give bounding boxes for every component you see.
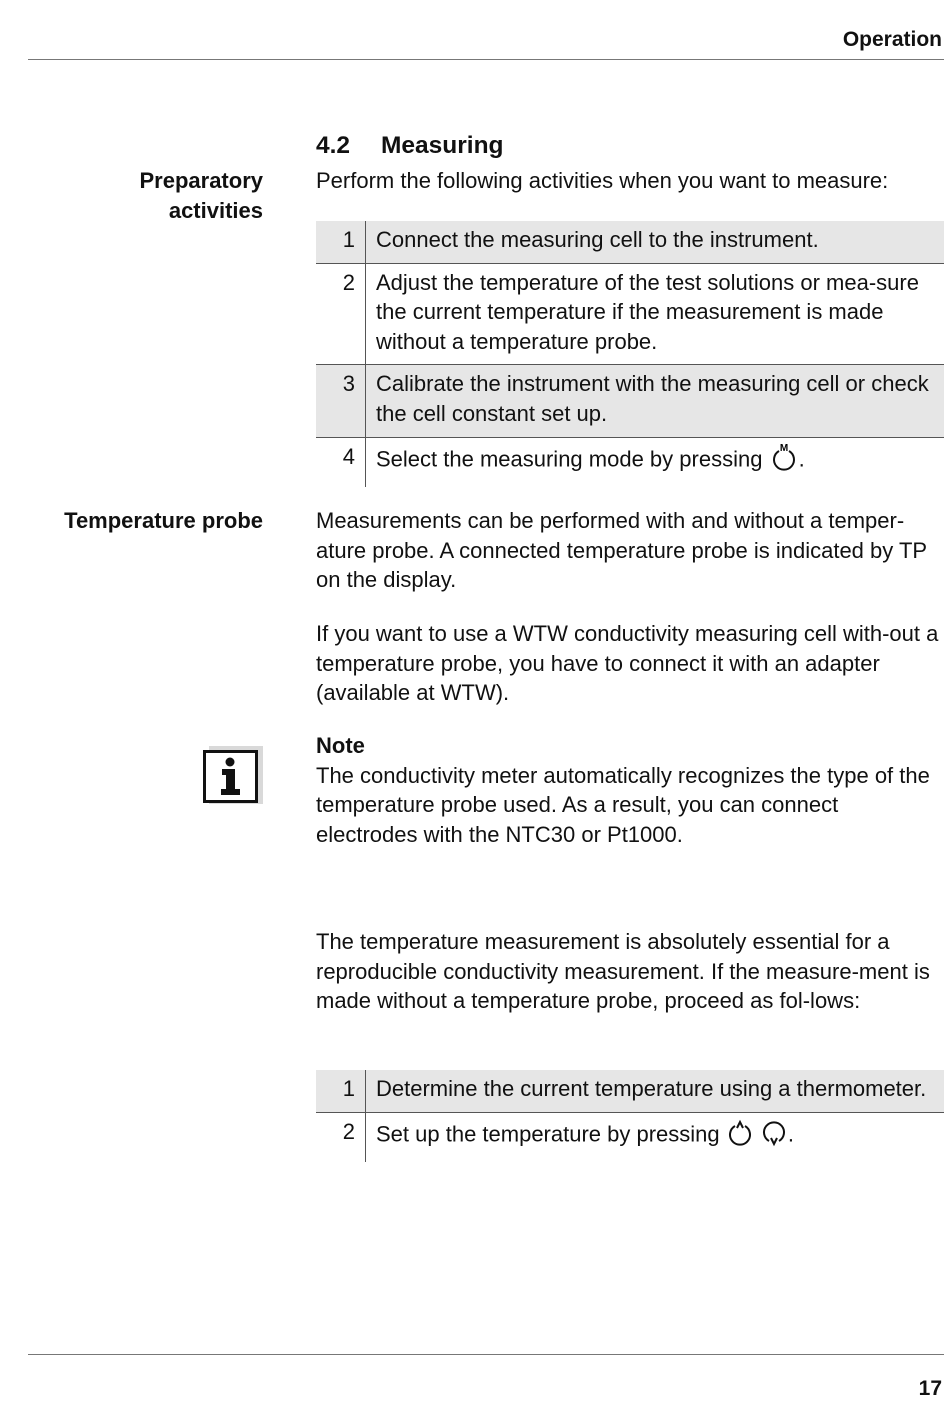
footer-rule — [28, 1354, 944, 1355]
step-text: Select the measuring mode by pressing — [376, 446, 763, 472]
step-row — [316, 263, 944, 365]
step-row — [316, 1112, 944, 1162]
up-key-icon — [726, 1117, 754, 1155]
step-row — [316, 437, 944, 487]
temperature-steps — [316, 1070, 944, 1162]
key-letter: M — [779, 442, 788, 454]
note-title: Note — [316, 733, 365, 758]
step-number: 3 — [316, 365, 366, 437]
temperature-probe-para1: Measurements can be performed with and without a temper-ature probe. A connected temperature probe is indicated by TP on the display. — [316, 508, 927, 593]
temperature-probe-para3: The temperature measurement is absolutely essential for a reproducible conductivity measurement. If the measure-ment is made without a temperature probe, proceed as fol-lows: — [316, 929, 930, 1014]
note-text: The conductivity meter automatically recognizes the type of the temperature probe used. As a result, you can connect electrodes with the NTC30 or Pt1000. — [316, 762, 930, 847]
step-text: Calibrate the instrument with the measuring cell or check the cell constant set up. — [366, 365, 945, 437]
section-title: Measuring — [381, 132, 504, 159]
step-row — [316, 1070, 944, 1112]
step-row — [316, 221, 944, 263]
margin-label-temperature-probe: Temperature probe — [64, 508, 263, 533]
section-heading — [316, 130, 944, 162]
step-suffix: . — [798, 446, 805, 472]
down-key-icon — [760, 1117, 788, 1155]
step-text: Connect the measuring cell to the instrument. — [366, 221, 945, 263]
temperature-probe-para2: If you want to use a WTW conductivity measuring cell with-out a temperature probe, you have to connect it with an adapter (available at WTW). — [316, 621, 939, 706]
steps-table — [316, 221, 944, 487]
info-icon — [203, 742, 263, 812]
step-text: Determine the current temperature using a thermometer. — [366, 1070, 945, 1112]
margin-label-preparatory — [28, 166, 263, 225]
step-suffix: . — [787, 1121, 795, 1147]
step-text-with-keys — [366, 1112, 945, 1162]
step-number: 2 — [316, 263, 366, 365]
note-block — [316, 731, 944, 849]
step-text: Set up the temperature by pressing — [376, 1121, 720, 1147]
step-number: 2 — [316, 1112, 366, 1162]
header-rule — [28, 59, 944, 60]
step-number: 1 — [316, 1070, 366, 1112]
margin-label-line: activities — [168, 197, 263, 223]
running-header: Operation — [842, 28, 942, 51]
step-number: 4 — [316, 437, 366, 487]
steps-table — [316, 1070, 944, 1162]
page-number: 17 — [918, 1377, 942, 1400]
step-text-with-key — [366, 437, 945, 487]
preparatory-intro: Perform the following activities when you want to measure: — [316, 168, 889, 193]
preparatory-steps — [316, 221, 944, 487]
m-key-icon — [769, 442, 799, 480]
step-row — [316, 365, 944, 437]
step-number: 1 — [316, 221, 366, 263]
step-text: Adjust the temperature of the test solutions or mea-sure the current temperature if the measurement is made without a temperature probe. — [366, 263, 945, 365]
section-number: 4.2 — [316, 132, 351, 159]
margin-label-line: Preparatory — [139, 168, 263, 193]
